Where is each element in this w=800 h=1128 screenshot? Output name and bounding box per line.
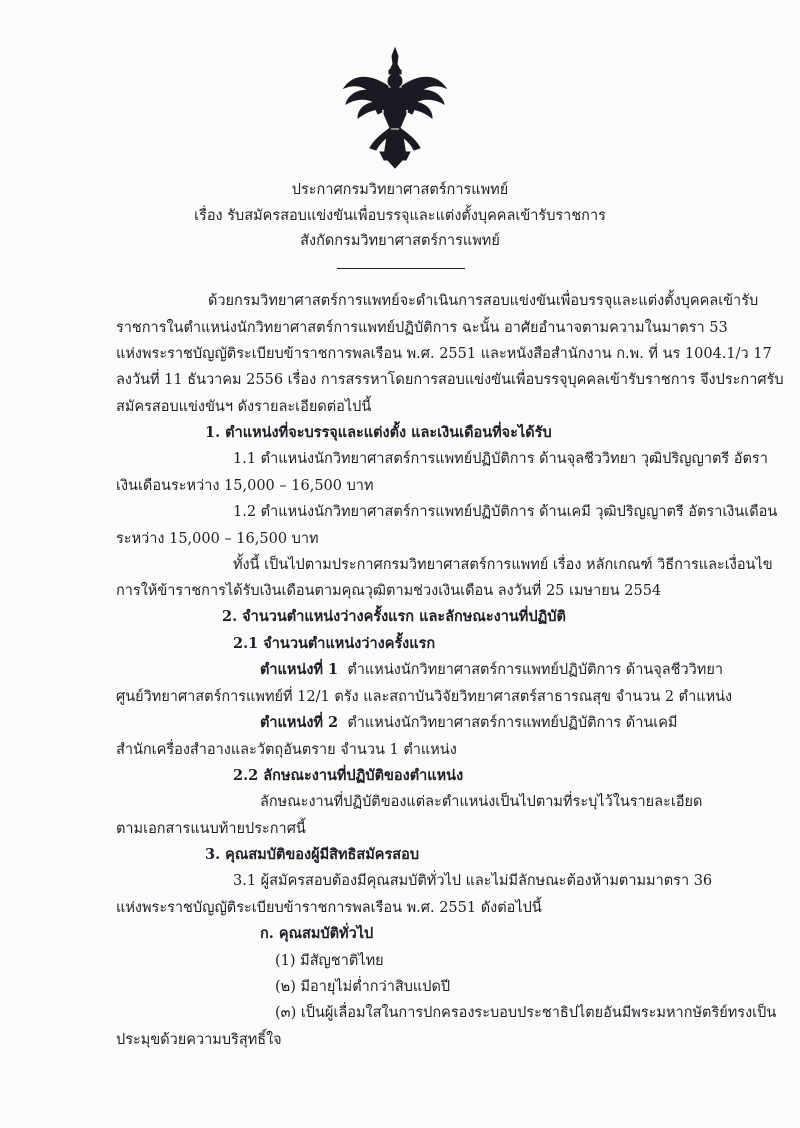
section-2-2-line: ตามเอกสารแนบท้ายประกาศนี้ bbox=[116, 821, 306, 837]
position-2-unit-line: สำนักเครื่องสำอางและวัตถุอันตราย จำนวน 1 ตำแหน่ง bbox=[116, 742, 457, 758]
announcement-title: ประกาศกรมวิทยาศาสตร์การแพทย์ bbox=[291, 182, 509, 198]
section-3-a-heading: ก. คุณสมบัติทั่วไป bbox=[260, 925, 374, 942]
section-1-2-line: ระหว่าง 15,000 – 16,500 บาท bbox=[116, 531, 319, 547]
section-2-heading: 2. จำนวนตำแหน่งว่างครั้งแรก และลักษณะงานที่ปฏิบัติ bbox=[222, 608, 566, 625]
section-1-note-line: ทั้งนี้ เป็นไปตามประกาศกรมวิทยาศาสตร์การแพทย์ เรื่อง หลักเกณฑ์ วิธีการและเงื่อนไข bbox=[233, 557, 773, 573]
position-2-line bbox=[260, 713, 678, 733]
qualification-item-continuation: ประมุขด้วยความบริสุทธิ์ใจ bbox=[116, 1032, 282, 1048]
intro-line: ด้วยกรมวิทยาศาสตร์การแพทย์จะดำเนินการสอบแข่งขันเพื่อบรรจุและแต่งตั้งบุคคลเข้ารับ bbox=[208, 293, 759, 309]
announcement-affiliation: สังกัดกรมวิทยาศาสตร์การแพทย์ bbox=[300, 233, 500, 249]
section-1-heading: 1. ตำแหน่งที่จะบรรจุและแต่งตั้ง และเงินเดือนที่จะได้รับ bbox=[205, 424, 552, 441]
title-divider bbox=[337, 268, 465, 269]
intro-line: แห่งพระราชบัญญัติระเบียบข้าราชการพลเรือน พ.ศ. 2551 และหนังสือสำนักงาน ก.พ. ที่ นร 1004.1/ว 17 bbox=[116, 346, 772, 362]
garuda-emblem-icon bbox=[340, 44, 450, 174]
section-3-heading: 3. คุณสมบัติของผู้มีสิทธิสมัครสอบ bbox=[205, 846, 420, 863]
section-2-2-heading: 2.2 ลักษณะงานที่ปฏิบัติของตำแหน่ง bbox=[233, 767, 464, 784]
section-1-note-line: การให้ข้าราชการได้รับเงินเดือนตามคุณวุฒิตามช่วงเงินเดือน ลงวันที่ 25 เมษายน 2554 bbox=[116, 583, 662, 599]
qualification-item: (๒) มีอายุไม่ต่ำกว่าสิบแปดปี bbox=[275, 979, 451, 995]
section-3-1-line: 3.1 ผู้สมัครสอบต้องมีคุณสมบัติทั่วไป และไม่มีลักษณะต้องห้ามตามมาตรา 36 bbox=[233, 873, 713, 889]
position-2-text: ตำแหน่งนักวิทยาศาสตร์การแพทย์ปฏิบัติการ ด้านเคมี bbox=[347, 715, 678, 731]
section-2-2-line: ลักษณะงานที่ปฏิบัติของแต่ละตำแหน่งเป็นไปตามที่ระบุไว้ในรายละเอียด bbox=[260, 794, 703, 810]
section-1-2-line: 1.2 ตำแหน่งนักวิทยาศาสตร์การแพทย์ปฏิบัติการ ด้านเคมี วุฒิปริญญาตรี อัตราเงินเดือน bbox=[233, 504, 778, 520]
section-1-1-line: 1.1 ตำแหน่งนักวิทยาศาสตร์การแพทย์ปฏิบัติการ ด้านจุลชีววิทยา วุฒิปริญญาตรี อัตรา bbox=[233, 451, 768, 467]
intro-line: ลงวันที่ 11 ธันวาคม 2556 เรื่อง การสรรหาโดยการสอบแข่งขันเพื่อบรรจุบุคคลเข้ารับราชการ จึงประกาศรับ bbox=[116, 372, 784, 388]
intro-line: สมัครสอบแข่งขันฯ ดังรายละเอียดต่อไปนี้ bbox=[116, 399, 372, 415]
position-1-unit-line: ศูนย์วิทยาศาสตร์การแพทย์ที่ 12/1 ตรัง และสถาบันวิจัยวิทยาศาสตร์สาธารณสุข จำนวน 2 ตำแหน่ง bbox=[116, 689, 733, 705]
qualification-item: (๓) เป็นผู้เลื่อมใสในการปกครองระบอบประชาธิปไตยอันมีพระมหากษัตริย์ทรงเป็น bbox=[275, 1005, 777, 1021]
intro-line: ราชการในตำแหน่งนักวิทยาศาสตร์การแพทย์ปฏิบัติการ ฉะนั้น อาศัยอำนาจตามความในมาตรา 53 bbox=[116, 320, 728, 336]
position-1-text: ตำแหน่งนักวิทยาศาสตร์การแพทย์ปฏิบัติการ ด้านจุลชีววิทยา bbox=[347, 662, 723, 678]
section-1-1-line: เงินเดือนระหว่าง 15,000 – 16,500 บาท bbox=[116, 478, 374, 494]
section-3-1-line: แห่งพระราชบัญญัติระเบียบข้าราชการพลเรือน พ.ศ. 2551 ดังต่อไปนี้ bbox=[116, 900, 542, 916]
qualification-item: (1) มีสัญชาติไทย bbox=[275, 953, 384, 969]
position-2-label: ตำแหน่งที่ 2 bbox=[260, 714, 339, 731]
section-2-1-heading: 2.1 จำนวนตำแหน่งว่างครั้งแรก bbox=[233, 635, 436, 652]
announcement-subject: เรื่อง รับสมัครสอบแข่งขันเพื่อบรรจุและแต่งตั้งบุคคลเข้ารับราชการ bbox=[194, 208, 606, 224]
position-1-label: ตำแหน่งที่ 1 bbox=[260, 661, 339, 678]
position-1-line bbox=[260, 660, 723, 680]
